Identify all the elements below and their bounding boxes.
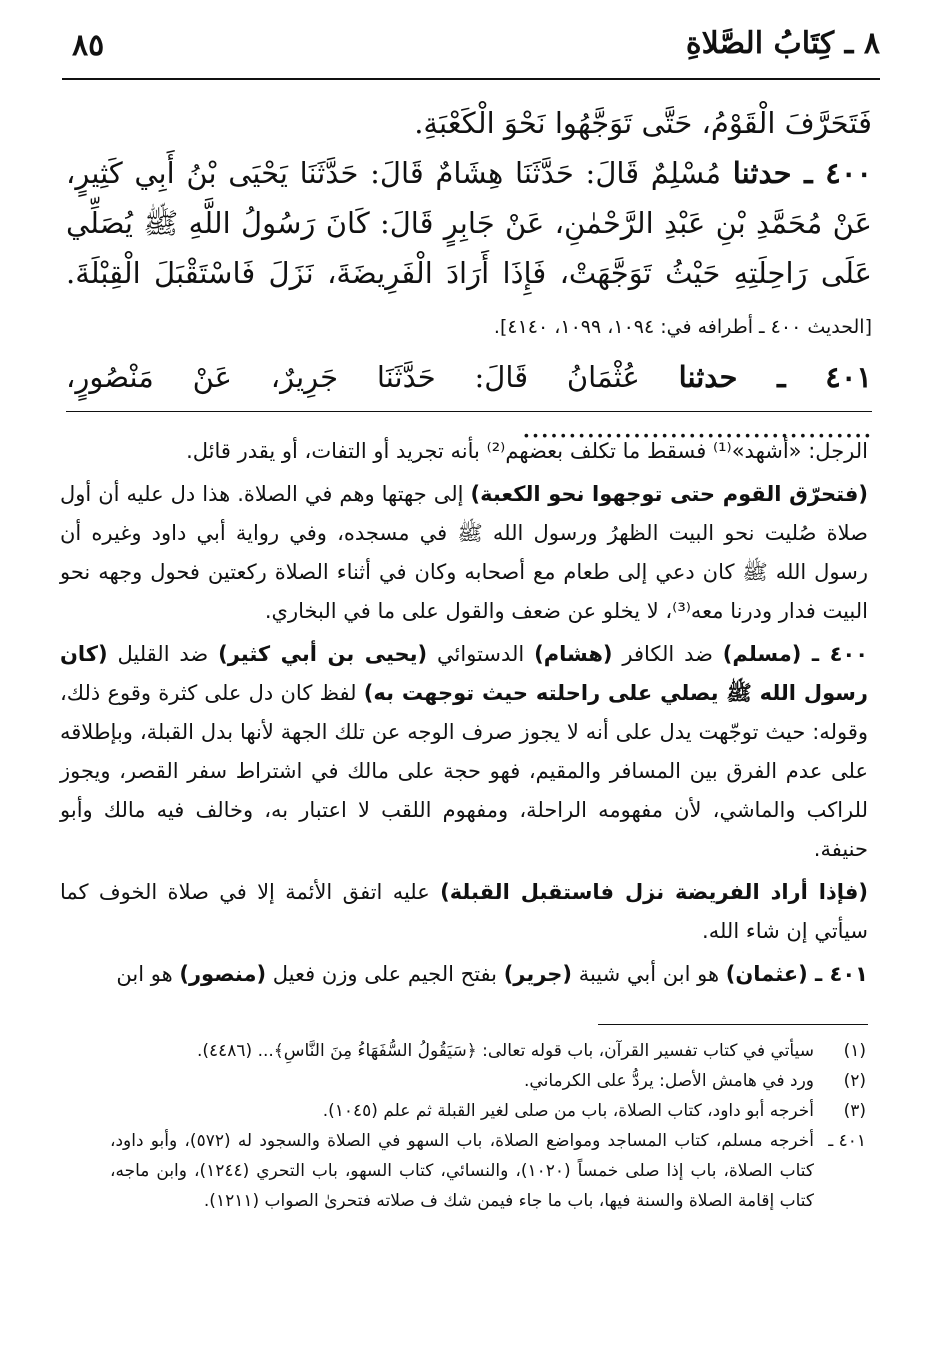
main-divider [66,411,872,412]
hadith-400-atraf: [الحديث ٤٠٠ ـ أطرافه في: ١٠٩٤، ١٠٩٩، ٤١٤٠]. [493,316,872,338]
commentary-quote: (منصور) [179,962,267,986]
commentary-quote: (يحيى بن أبي كثير) [218,642,428,666]
commentary-quote: (جرير) [503,962,573,986]
footnote-number: (١) [843,1041,866,1061]
commentary-text: بفتح الجيم على وزن فعيل [266,962,504,986]
footnote-text: سيأتي في كتاب تفسير القرآن، باب قوله تعالى: ﴿سَيَقُولُ السُّفَهَاءُ مِنَ النَّاسِ﴾... (٤٤٨٦). [196,1041,814,1061]
commentary-quote: (فتحرّق القوم حتى توجهوا نحو الكعبة) [470,482,869,506]
commentary-hadith-number: ٤٠٠ ـ [801,642,869,666]
hadith-401-text: عُثْمَانُ قَالَ: حَدَّثَنَا جَرِيرٌ، عَنْ مَنْصُورٍ، [66,360,679,394]
page-header [62,22,880,80]
footnote-divider [598,1024,868,1025]
commentary-text: لفظ كان دل على كثرة وقوع ذلك، وقوله: حيث توجّهت يدل على أنه لا يجوز صرف الوجه عن تلك الجهة لأنها بدل القبلة، وبإطلاقه على عدم الفرق بين المسافر والمقيم، فهو حجة على مالك في اشتراط سفر القصر، ويجوز للراكب والماشي، لأن مفهومه الراحلة، ومفهوم اللقب لا اعتبار به، وخالف فيه مالك وأبو حنيفة. [60,681,868,861]
hadith-401-number: ٤٠١ ـ حدثنا [678,360,872,394]
footnote-number: (٢) [843,1071,866,1091]
footnote-item [110,1066,866,1096]
commentary-hadith-number: ٤٠١ ـ [807,962,868,986]
hadith-400 [66,148,872,352]
main-hadith-text [66,98,872,452]
footnote-item [110,1126,866,1216]
commentary-text: هو ابن [116,962,180,986]
commentary-paragraph-1: الرجل: «أشهد»⁽¹⁾ فسقط ما تكلف بعضهم⁽²⁾ بأنه تجريد أو التفات، أو يقدر قائل. [186,439,868,463]
commentary-quote: (مسلم) [722,642,802,666]
commentary-quote: (فإذا أراد الفريضة نزل فاستقبل القبلة) [440,880,868,904]
commentary-quote: (هشام) [534,642,613,666]
hadith-401-dots: ...................................... [521,410,872,444]
hadith-400-number: ٤٠٠ ـ حدثنا [732,156,872,190]
commentary-paragraph-4 [60,873,868,951]
commentary-text: ضد الكافر [612,642,723,666]
commentary-text: عليه اتفق الأئمة إلا في صلاة الخوف كما سيأتي إن شاء الله. [60,880,868,943]
page-number: ٨٥ [72,28,105,63]
commentary-paragraph-5 [60,955,868,994]
commentary [60,432,868,998]
commentary-paragraph-2 [60,475,868,631]
commentary-text: إلى جهتها وهم في الصلاة. هذا دل عليه أن أول صلاة صُليت نحو البيت الظهرُ ورسول الله ﷺ في مسجده، وفي رواية أبي داود وغيره أن رسول الله ﷺ كان دعي إلى طعام مع أصحابه وكان في أثناء الصلاة ركعتين فحول وجهه نحو البيت فدار ودرنا معه⁽³⁾، لا يخلو عن ضعف والقول على ما في البخاري. [60,482,868,623]
footnote-number: ٤٠١ ـ [828,1131,866,1151]
footnote-text: أخرجه مسلم، كتاب المساجد ومواضع الصلاة، باب السهو في الصلاة والسجود له (٥٧٢)، وأبو داود، كتاب الصلاة، باب إذا صلى خمساً (١٠٢٠)، والنسائي، كتاب السهو، باب التحري (١٢٤٤)، وابن ماجه، كتاب إقامة الصلاة والسنة فيها، باب ما جاء فيمن شك ف صلاته فتحرىٰ الصواب (١٢١١). [110,1131,814,1211]
footnote-item [110,1036,866,1066]
chapter-title: ٨ ـ كِتَابُ الصَّلاةِ [685,26,880,61]
footnote-text: أخرجه أبو داود، كتاب الصلاة، باب من صلى لغير القبلة ثم علم (١٠٤٥). [322,1101,814,1121]
hadith-400-text: مُسْلِمٌ قَالَ: حَدَّثَنَا هِشَامٌ قَالَ: حَدَّثَنَا يَحْيَى بْنُ أَبِي كَثِيرٍ، عَنْ مُحَمَّدِ بْنِ عَبْدِ الرَّحْمٰنِ، عَنْ جَابِرٍ قَالَ: كَانَ رَسُولُ اللَّهِ ﷺ يُصَلِّي عَلَى رَاحِلَتِهِ حَيْثُ تَوَجَّهَتْ، فَإِذَا أَرَادَ الْفَرِيضَةَ، نَزَلَ فَاسْتَقْبَلَ الْقِبْلَةَ. [66,156,872,290]
footnote-text: ورد في هامش الأصل: يردُّ على الكرماني. [524,1071,814,1091]
commentary-quote: (كان رسول الله ﷺ يصلي على راحلته حيث توجهت به) [60,642,868,705]
commentary-quote: (عثمان) [725,962,808,986]
footnotes [110,1036,866,1216]
commentary-text: هو ابن أبي شيبة [572,962,726,986]
continuation-line: فَتَحَرَّفَ الْقَوْمُ، حَتَّى تَوَجَّهُوا نَحْوَ الْكَعْبَةِ. [414,106,872,140]
commentary-text: الدستوائي [427,642,535,666]
commentary-text: ضد القليل [107,642,219,666]
footnote-item [110,1096,866,1126]
footnote-number: (٣) [843,1101,866,1121]
commentary-paragraph-3 [60,635,868,869]
